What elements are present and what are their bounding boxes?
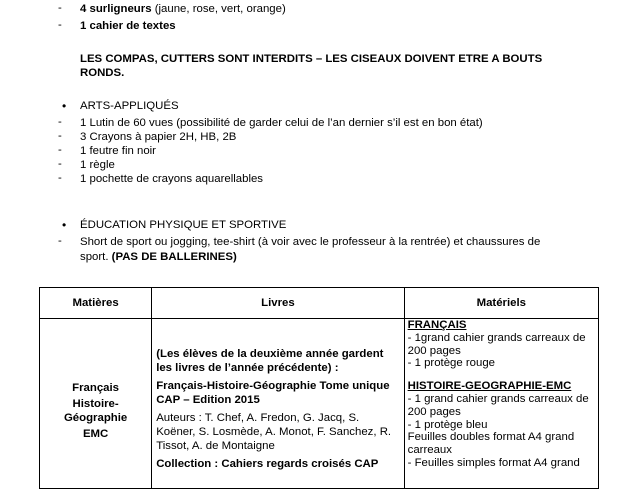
- table-row: [40, 319, 599, 489]
- materials-item: - 1 grand cahier grands carreaux de 200 pages: [407, 392, 589, 418]
- list-dash: -: [58, 19, 62, 31]
- materials-item: - 1 protège rouge: [407, 357, 496, 370]
- list-dash: -: [58, 158, 62, 170]
- materials-hg-heading: HISTOIRE-GEOGRAPHIE-EMC: [407, 380, 572, 393]
- table-header-row: [40, 288, 599, 319]
- materials-item: - 1grand cahier grands carreaux de 200 pages: [407, 331, 586, 357]
- books-note: (Les élèves de la deuxième année gardent les livres de l’année précédente) :: [156, 348, 384, 374]
- list-dash: -: [58, 116, 62, 128]
- surligneurs-detail: (jaune, rose, vert, orange): [151, 3, 286, 15]
- section-heading-arts: ARTS-APPLIQUÉS: [80, 100, 179, 112]
- subject-francais: Français: [72, 382, 120, 394]
- warning-line-1: LES COMPAS, CUTTERS SONT INTERDITS – LES CISEAUX DOIVENT ETRE A BOUTS: [80, 53, 543, 65]
- materials-item: - 1 protège bleu: [407, 418, 488, 431]
- subject-emc: EMC: [82, 428, 109, 440]
- section-heading-eps: ÉDUCATION PHYSIQUE ET SPORTIVE: [80, 219, 287, 231]
- eps-line-2: [80, 250, 237, 264]
- arts-item: 1 pochette de crayons aquarellables: [80, 173, 264, 185]
- list-dash: -: [58, 2, 62, 14]
- surligneurs-label: 4 surligneurs: [80, 3, 152, 15]
- arts-item: 3 Crayons à papier 2H, HB, 2B: [80, 131, 237, 143]
- materials-cell: [404, 319, 598, 489]
- eps-sport-text: sport.: [80, 251, 112, 263]
- materials-item: - Feuilles simples format A4 grand: [407, 456, 580, 469]
- list-item-surligneurs: [80, 2, 286, 16]
- list-dash: -: [58, 172, 62, 184]
- book-collection: Collection : Cahiers regards croisés CAP: [156, 458, 379, 470]
- arts-item: 1 règle: [80, 159, 115, 171]
- header-livres: Livres: [152, 288, 404, 319]
- subject-histoire-geo: Histoire-Géographie: [63, 398, 128, 424]
- book-title: Français-Histoire-Géographie Tome unique CAP – Edition 2015: [156, 380, 390, 406]
- materials-francais-heading: FRANÇAIS: [407, 319, 467, 331]
- header-matieres: Matières: [40, 288, 152, 319]
- eps-line-1: Short de sport ou jogging, tee-shirt (à voir avec le professeur à la rentrée) et chaussures de: [80, 236, 541, 248]
- arts-item: 1 feutre fin noir: [80, 145, 156, 157]
- bullet-icon: •: [62, 99, 67, 113]
- warning-line-2: RONDS.: [80, 67, 125, 79]
- list-dash: -: [58, 130, 62, 142]
- header-materiels: Matériels: [404, 288, 598, 319]
- list-dash: -: [58, 144, 62, 156]
- books-cell: [152, 319, 404, 489]
- materials-item: Feuilles doubles format A4 grand carreaux: [407, 431, 575, 457]
- list-dash: -: [58, 235, 62, 247]
- supplies-table: [39, 287, 599, 489]
- arts-item: 1 Lutin de 60 vues (possibilité de garder celui de l’an dernier s’il est en bon état): [80, 117, 483, 129]
- bullet-icon: •: [62, 218, 67, 232]
- book-authors: Auteurs : T. Chef, A. Fredon, G. Jacq, S. Koëner, S. Losmède, A. Monot, F. Sanchez, R. Tissot, A. de Montaigne: [156, 412, 392, 452]
- subjects-cell: [40, 319, 152, 489]
- eps-ballerines-note: (PAS DE BALLERINES): [111, 251, 237, 263]
- list-item-cahier-textes: 1 cahier de textes: [80, 20, 176, 32]
